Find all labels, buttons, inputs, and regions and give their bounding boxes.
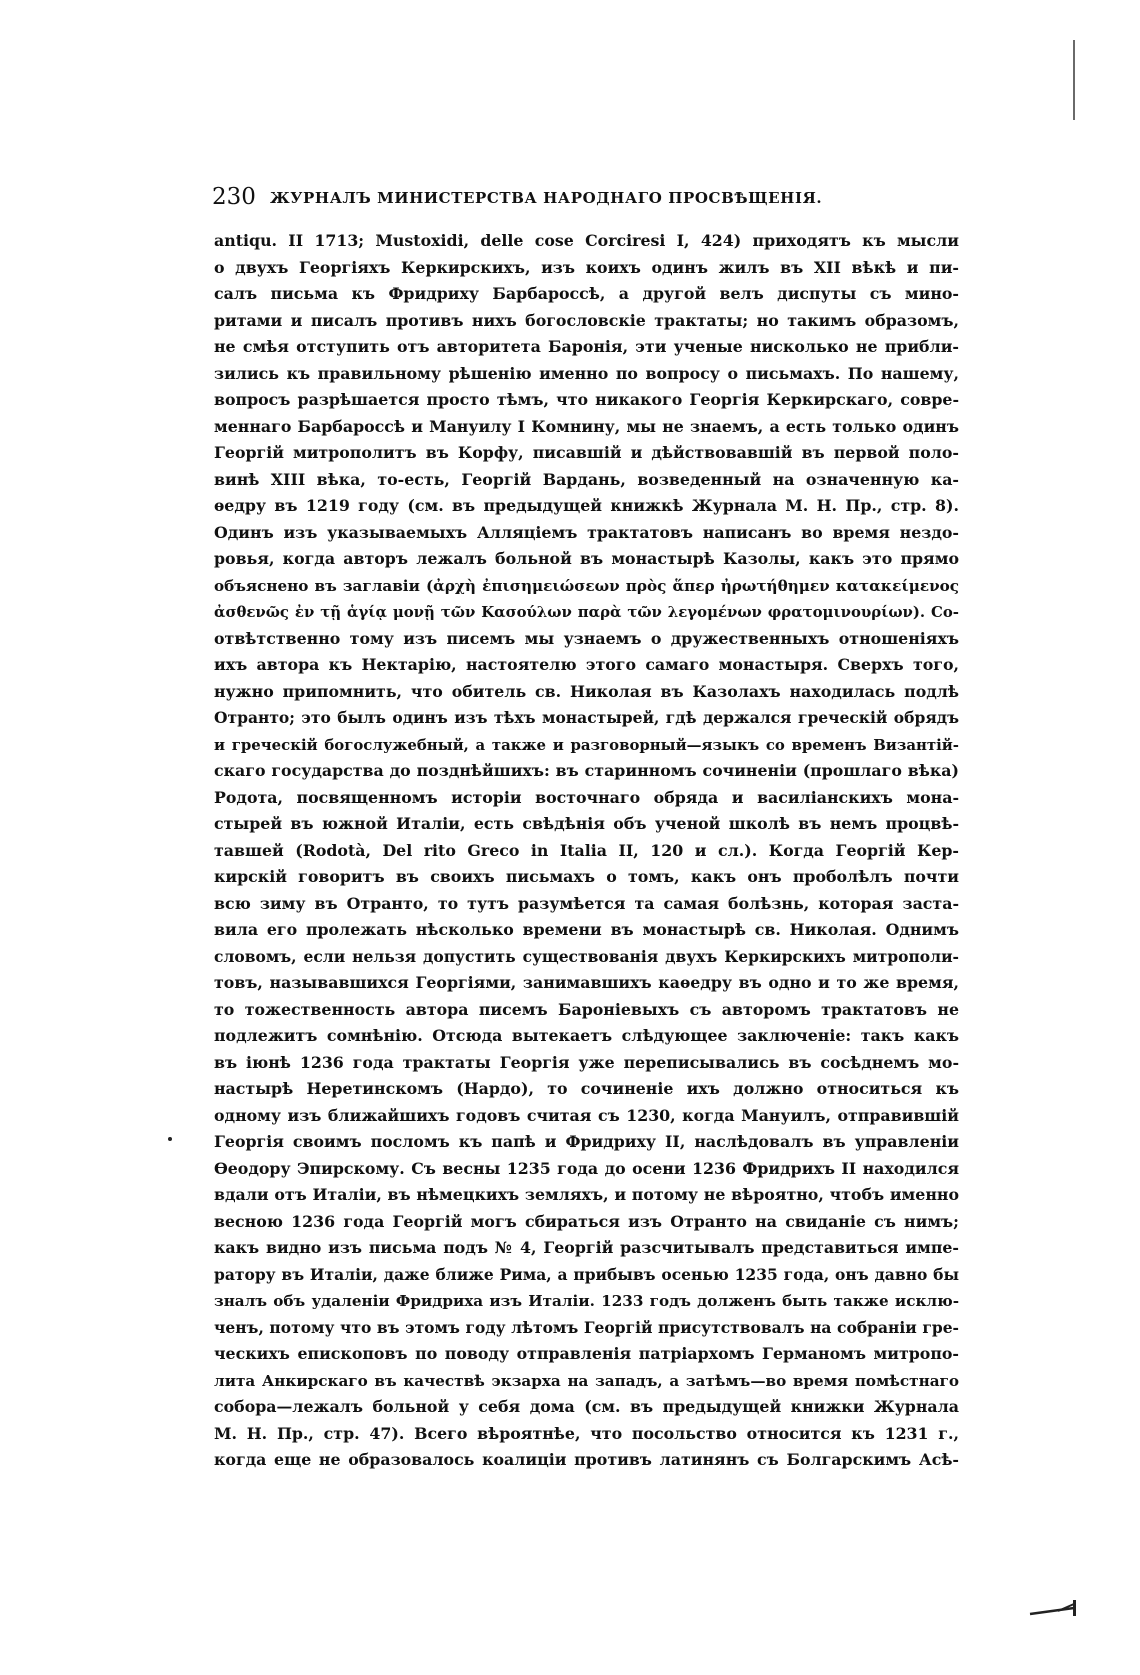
text-line: и греческій богослужебный, а также и разговорный—языкъ со временъ Византій- [214,735,959,754]
text-line: Георгій митрополитъ въ Корфу, писавшій и дѣйствовавшій въ первой поло- [214,443,959,462]
text-line: салъ письма къ Фридриху Барбароссѣ, а другой велъ диспуты съ мино- [214,284,959,303]
text-line: когда еще не образовалось коалиціи противъ латинянъ съ Болгарскимъ Асѣ- [214,1450,959,1469]
text-line: меннаго Барбароссѣ и Мануилу I Комнину, мы не знаемъ, а есть только одинъ [214,416,959,436]
text-line: объяснено въ заглавіи (ἀρχὴ ἐπισημειώσεων πρὸς ἅπερ ἠρωτήθημεν κατακείμενος [214,576,959,595]
text-line: то тожественность автора писемъ Бароніевыхъ съ авторомъ трактатовъ не [214,999,959,1019]
text-line: Отранто; это былъ одинъ изъ тѣхъ монастырей, гдѣ держался греческій обрядъ [214,708,959,727]
text-line: весною 1236 года Георгій могъ сбираться изъ Отранто на свиданіе съ нимъ; [214,1211,959,1231]
text-line: словомъ, если нельзя допустить существованія двухъ Керкирскихъ митрополи- [214,946,959,966]
running-title: ЖУРНАЛЪ МИНИСТЕРСТВА НАРОДНАГО ПРОСВѢЩЕНІЯ. [270,189,823,207]
text-line: Ѳеодору Эпирскому. Съ весны 1235 года до осени 1236 Фридрихъ II находился [214,1158,959,1178]
text-line: Родота, посвященномъ исторіи восточнаго обряда и василіанскихъ мона- [214,787,959,807]
text-line: кирскій говоритъ въ своихъ письмахъ о томъ, какъ онъ проболѣлъ почти [214,867,959,886]
text-line: винѣ XIII вѣка, то-есть, Георгій Вардань, возведенный на означенную ка- [214,469,959,489]
text-line: ратору въ Италіи, даже ближе Рима, а прибывъ осенью 1235 года, онъ давно бы [214,1264,959,1284]
text-line: всю зиму въ Отранто, то тутъ разумѣется та самая болѣзнь, которая заста- [214,893,959,913]
text-line: зились къ правильному рѣшенію именно по вопросу о письмахъ. По нашему, [214,363,959,383]
text-line: настырѣ Неретинскомъ (Нардо), то сочиненіе ихъ должно относиться къ [214,1079,959,1098]
text-line: собора—лежалъ больной у себя дома (см. въ предыдущей книжки Журнала [214,1397,959,1416]
text-line: ческихъ епископовъ по поводу отправленія патріархомъ Германомъ митропо- [214,1344,959,1363]
text-line: Георгія своимъ посломъ къ папѣ и Фридриху II, наслѣдовалъ въ управленіи [214,1132,959,1151]
text-line: зналъ объ удаленіи Фридриха изъ Италіи. 1233 годъ долженъ быть также исклю- [214,1292,959,1310]
text-line: вила его пролежать нѣсколько времени въ монастырѣ св. Николая. Однимъ [214,920,959,939]
text-line: Одинъ изъ указываемыхъ Алляціемъ трактатовъ написанъ во время нездо- [214,522,959,542]
page-header [212,183,952,211]
text-line: ἀσθενῶς ἐν τῇ ἁγίᾳ μονῇ τῶν Κασούλων παρὰ τῶν λεγομένων φρατομινουρίων). Со- [214,603,959,621]
text-line: вдали отъ Италіи, въ нѣмецкихъ земляхъ, и потому не вѣроятно, чтобъ именно [214,1185,959,1204]
text-line: какъ видно изъ письма подъ № 4, Георгій разсчитывалъ представиться импе- [214,1238,959,1257]
margin-ink-dot [168,1137,172,1141]
text-line: о двухъ Георгіяхъ Керкирскихъ, изъ коихъ одинъ жилъ въ XII вѣкѣ и пи- [214,257,959,277]
text-line: стырей въ южной Италіи, есть свѣдѣнія объ ученой школѣ въ немъ процвѣ- [214,814,959,833]
text-line: не смѣя отступить отъ авторитета Баронія, эти ученые нисколько не прибли- [214,337,959,356]
text-line: тавшей (Rodotà, Del rito Greco in Italia II, 120 и сл.). Когда Георгій Кер- [214,840,959,860]
text-line: вопросъ разрѣшается просто тѣмъ, что никакого Георгія Керкирскаго, совре- [214,390,959,409]
text-line: ровья, когда авторъ лежалъ больной въ монастырѣ Казолы, какъ это прямо [214,549,959,568]
text-line: скаго государства до позднѣйшихъ: въ старинномъ сочиненіи (прошлаго вѣка) [214,761,959,780]
text-line: antiqu. II 1713; Mustoxidi, delle cose Corciresi I, 424) приходятъ къ мысли [214,231,959,250]
text-line: ихъ автора къ Нектарію, настоятелю этого самаго монастыря. Сверхъ того, [214,655,959,674]
page-number: 230 [212,184,256,210]
text-line: ритами и писалъ противъ нихъ богословскіе трактаты; но такимъ образомъ, [214,310,959,330]
scan-edge-rule [1073,40,1075,120]
text-line [214,1474,959,1501]
text-line: въ іюнѣ 1236 года трактаты Георгія уже переписывались въ сосѣднемъ мо- [214,1052,959,1072]
text-line: лита Анкирскаго въ качествѣ экзарха на западъ, а затѣмъ—во время помѣстнаго [214,1371,959,1390]
text-line: нужно припомнить, что обитель св. Николая въ Казолахъ находилась подлѣ [214,681,959,701]
body-text [214,228,959,1500]
page-corner-mark [1028,1596,1078,1618]
text-line: ѳедру въ 1219 году (см. въ предыдущей книжкѣ Журнала М. Н. Пр., стр. 8). [214,496,959,515]
text-line: товъ, называвшихся Георгіями, занимавшихъ каѳедру въ одно и то же время, [214,973,959,992]
text-line: ченъ, потому что въ этомъ году лѣтомъ Георгій присутствовалъ на собраніи гре- [214,1317,959,1337]
text-line: подлежитъ сомнѣнію. Отсюда вытекаетъ слѣдующее заключеніе: такъ какъ [214,1026,959,1045]
text-line: М. Н. Пр., стр. 47). Всего вѣроятнѣе, что посольство относится къ 1231 г., [214,1423,959,1443]
text-line: отвѣтственно тому изъ писемъ мы узнаемъ о дружественныхъ отношеніяхъ [214,628,959,648]
text-line: одному изъ ближайшихъ годовъ считая съ 1230, когда Мануилъ, отправившій [214,1105,959,1125]
